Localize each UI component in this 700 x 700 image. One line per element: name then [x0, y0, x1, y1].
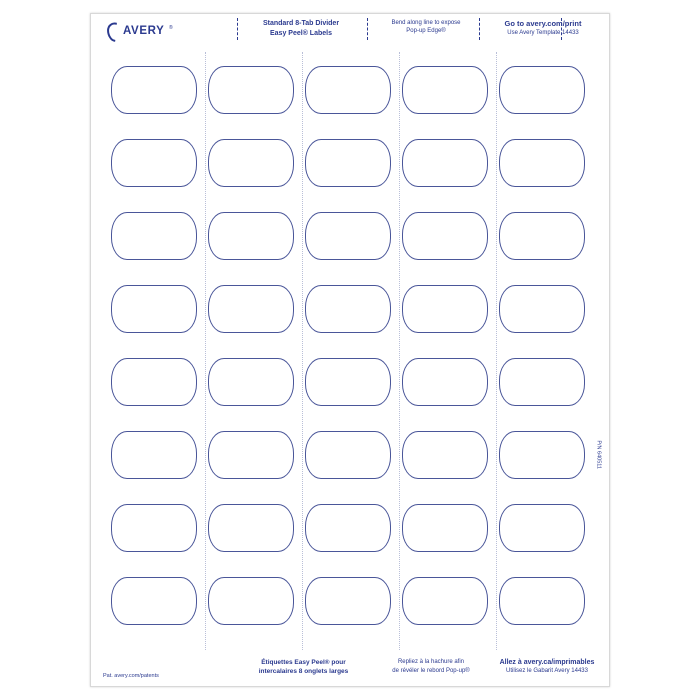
- label-cell[interactable]: [305, 358, 391, 406]
- label-cell[interactable]: [208, 139, 294, 187]
- fold-tick-2: [367, 18, 368, 40]
- header-instruction-line-1: Bend along line to expose: [391, 20, 461, 26]
- header-web-info: [483, 19, 603, 38]
- avery-logo: [105, 21, 181, 41]
- label-cell[interactable]: [402, 504, 488, 552]
- label-cell[interactable]: [208, 431, 294, 479]
- label-cell[interactable]: [402, 66, 488, 114]
- footer-web-url-fr: Allez à avery.ca/imprimables: [499, 659, 595, 666]
- part-number-vertical: P/N 640511: [596, 440, 602, 469]
- footer-instruction-fr-line-2: de révéler le rebord Pop-up®: [392, 668, 470, 674]
- label-cell[interactable]: [305, 66, 391, 114]
- label-cell[interactable]: [499, 285, 585, 333]
- header-instruction-line-2: Pop-up Edge®: [406, 28, 446, 34]
- label-cell[interactable]: [499, 66, 585, 114]
- label-cell[interactable]: [402, 212, 488, 260]
- label-cell[interactable]: [305, 431, 391, 479]
- header-title-line-2: Easy Peel® Labels: [270, 29, 332, 37]
- grid-guide-1: [205, 52, 206, 650]
- label-cell[interactable]: [208, 285, 294, 333]
- registered-mark: ®: [169, 25, 173, 31]
- label-cell[interactable]: [305, 504, 391, 552]
- footer-instruction-fr-line-1: Repliez à la hachure afin: [397, 659, 465, 665]
- label-cell[interactable]: [208, 577, 294, 625]
- footer-instruction-fr: [376, 658, 486, 676]
- sheet-header: [91, 14, 609, 48]
- label-cell[interactable]: [402, 358, 488, 406]
- header-product-title: [241, 19, 361, 38]
- label-cell[interactable]: [402, 139, 488, 187]
- header-instruction: [371, 19, 481, 35]
- label-cell[interactable]: [499, 431, 585, 479]
- label-cell[interactable]: [111, 139, 197, 187]
- footer-web-info-fr: [487, 658, 607, 676]
- label-cell[interactable]: [111, 358, 197, 406]
- label-grid: [109, 56, 593, 646]
- label-cell[interactable]: [111, 504, 197, 552]
- label-cell[interactable]: [305, 577, 391, 625]
- grid-guide-2: [302, 52, 303, 650]
- header-template-number: Use Avery Template 14433: [507, 29, 579, 36]
- grid-guide-4: [496, 52, 497, 650]
- label-cell[interactable]: [208, 504, 294, 552]
- header-title-line-1: Standard 8-Tab Divider: [262, 20, 340, 27]
- label-cell[interactable]: [111, 577, 197, 625]
- label-cell[interactable]: [208, 358, 294, 406]
- footer-template-number-fr: Utilisez le Gabarit Avery 14433: [506, 668, 588, 674]
- label-cell[interactable]: [402, 285, 488, 333]
- label-cell[interactable]: [111, 66, 197, 114]
- label-cell[interactable]: [305, 212, 391, 260]
- header-web-url: Go to avery.com/print: [504, 19, 582, 28]
- brand-name: AVERY: [123, 25, 165, 37]
- footer-title-fr-line-1: Étiquettes Easy Peel® pour: [261, 659, 346, 666]
- label-cell[interactable]: [305, 285, 391, 333]
- label-cell[interactable]: [402, 577, 488, 625]
- label-cell[interactable]: [111, 285, 197, 333]
- label-cell[interactable]: [499, 504, 585, 552]
- patents-text: Pat. avery.com/patents: [103, 673, 159, 679]
- label-cell[interactable]: [499, 577, 585, 625]
- label-cell[interactable]: [111, 431, 197, 479]
- sheet-footer: [91, 650, 609, 686]
- label-cell[interactable]: [402, 431, 488, 479]
- label-sheet: [90, 13, 610, 687]
- footer-product-title-fr: [241, 658, 366, 676]
- label-cell[interactable]: [111, 212, 197, 260]
- label-cell[interactable]: [305, 139, 391, 187]
- grid-guide-3: [399, 52, 400, 650]
- footer-title-fr-line-2: intercalaires 8 onglets larges: [258, 668, 349, 675]
- label-cell[interactable]: [208, 212, 294, 260]
- label-cell[interactable]: [499, 139, 585, 187]
- fold-tick-1: [237, 18, 238, 40]
- label-cell[interactable]: [499, 358, 585, 406]
- label-cell[interactable]: [499, 212, 585, 260]
- label-cell[interactable]: [208, 66, 294, 114]
